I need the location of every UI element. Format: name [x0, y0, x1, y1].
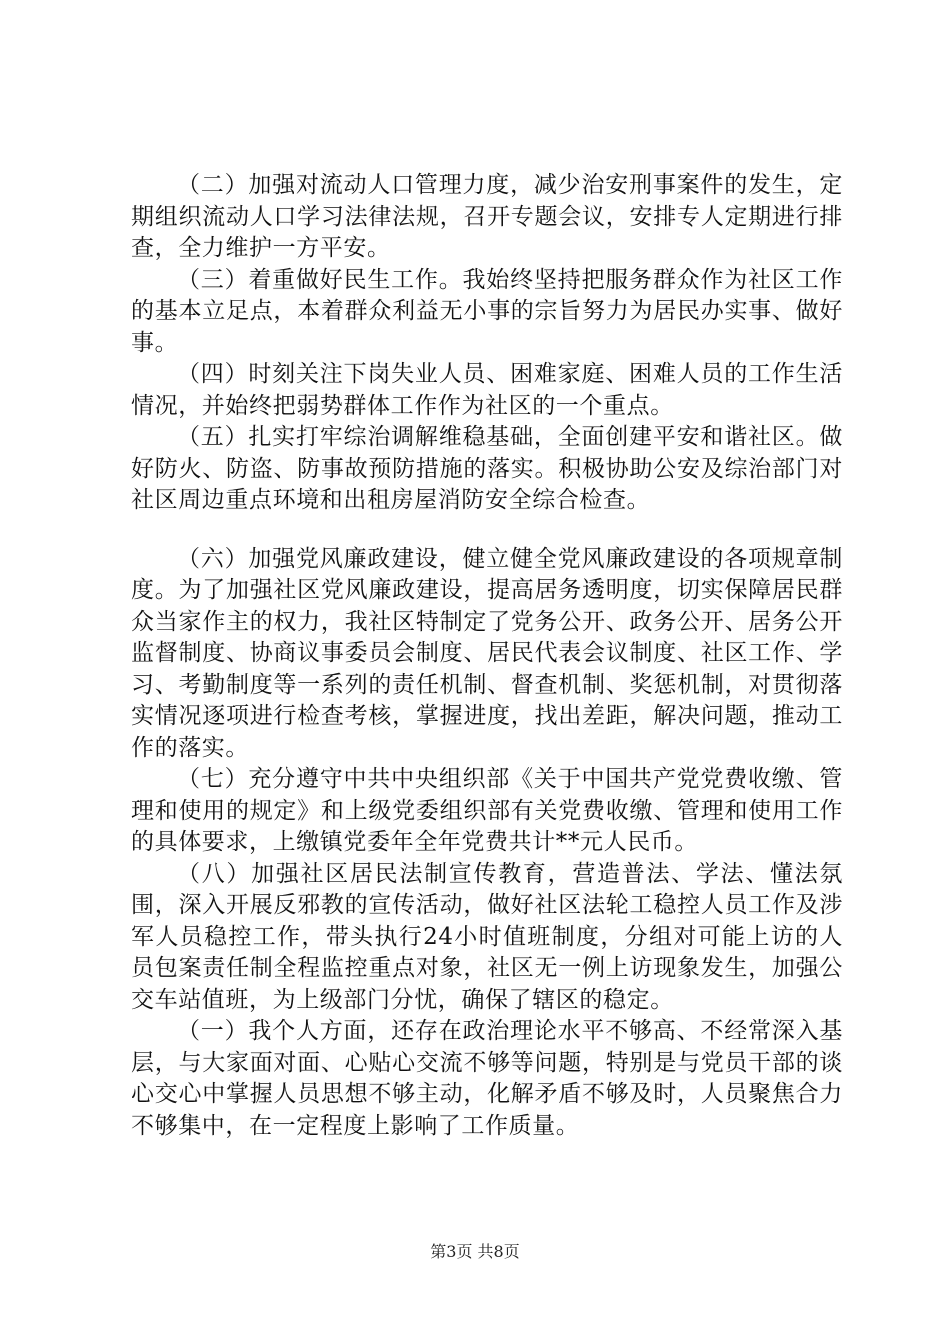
paragraph-8-legal-education: （八）加强社区居民法制宣传教育，营造普法、学法、懂法氛围，深入开展反邪教的宣传活动，做好社区法轮工稳控人员工作及涉军人员稳控工作，带头执行24小时值班制度，分组对可能上访的人员包案责任制全程监控重点对象，社区无一例上访现象发生，加强公交车站值班，为上级部门分忧，确保了辖区的稳定。 — [131, 860, 843, 1013]
paragraph-spacer — [131, 517, 843, 544]
paragraph-7-party-dues: （七）充分遵守中共中央组织部《关于中国共产党党费收缴、管理和使用的规定》和上级党委组织部有关党费收缴、管理和使用工作的具体要求，上缴镇党委年全年党费共计**元人民币。 — [131, 766, 843, 855]
paragraph-5-stability: （五）扎实打牢综治调解维稳基础，全面创建平安和谐社区。做好防火、防盗、防事故预防措施的落实。积极协助公安及综治部门对社区周边重点环境和出租房屋消防安全综合检查。 — [131, 424, 843, 513]
paragraph-1-personal-shortcomings: （一）我个人方面，还存在政治理论水平不够高、不经常深入基层，与大家面对面、心贴心交流不够等问题，特别是与党员干部的谈心交心中掌握人员思想不够主动，化解矛盾不够及时，人员聚焦合力不够集中，在一定程度上影响了工作质量。 — [131, 1018, 843, 1139]
paragraph-6-integrity: （六）加强党风廉政建设，健立健全党风廉政建设的各项规章制度。为了加强社区党风廉政建设，提高居务透明度，切实保障居民群众当家作主的权力，我社区特制定了党务公开、政务公开、居务公开监督制度、协商议事委员会制度、居民代表会议制度、社区工作、学习、考勤制度等一系列的责任机制、督查机制、奖惩机制，对贯彻落实情况逐项进行检查考核，掌握进度，找出差距，解决问题，推动工作的落实。 — [131, 545, 843, 761]
paragraph-2-floating-population: （二）加强对流动人口管理力度，减少治安刑事案件的发生，定期组织流动人口学习法律法规，召开专题会议，安排专人定期进行排查，全力维护一方平安。 — [131, 172, 843, 261]
document-body — [131, 170, 843, 1142]
paragraph-3-livelihood: （三）着重做好民生工作。我始终坚持把服务群众作为社区工作的基本立足点，本着群众利益无小事的宗旨努力为居民办实事、做好事。 — [131, 266, 843, 356]
paragraph-4-vulnerable-groups: （四）时刻关注下岗失业人员、困难家庭、困难人员的工作生活情况，并始终把弱势群体工作作为社区的一个重点。 — [131, 361, 843, 419]
page-number-footer: 第3页 共8页 — [430, 1242, 520, 1261]
